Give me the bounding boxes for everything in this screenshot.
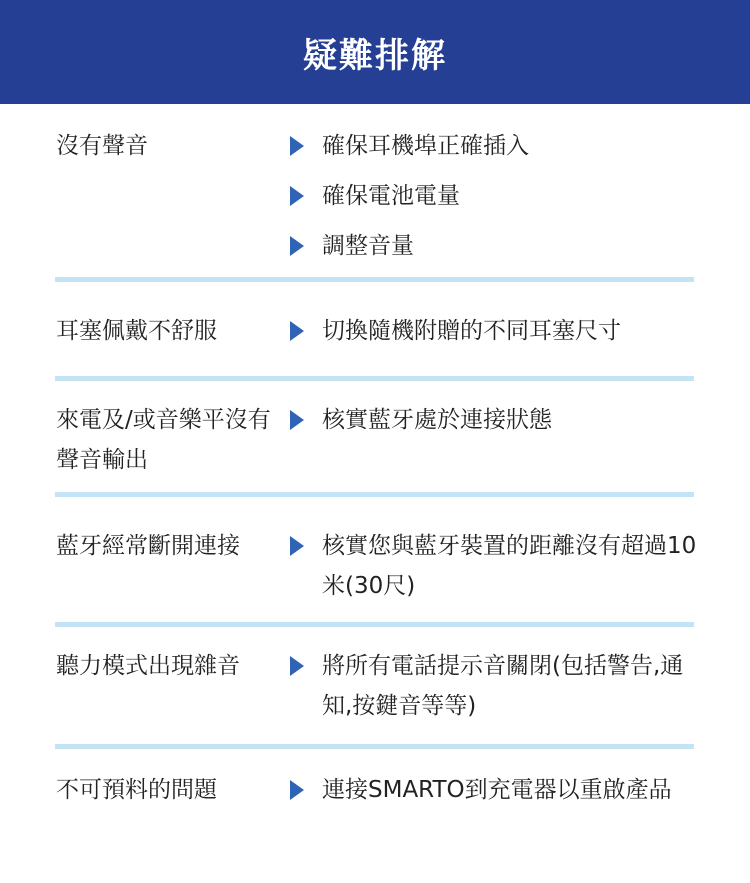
triangle-bullet-icon bbox=[290, 136, 304, 156]
solution-item bbox=[290, 126, 710, 166]
problem-label: 藍牙經常斷開連接 bbox=[56, 533, 240, 559]
problem-label: 來電及/或音樂平沒有聲音輸出 bbox=[56, 407, 271, 473]
solution-text: 確保耳機埠正確插入 bbox=[322, 133, 529, 159]
solution-list bbox=[290, 526, 710, 616]
solution-list bbox=[290, 400, 710, 450]
row-divider bbox=[55, 622, 694, 627]
triangle-bullet-icon bbox=[290, 410, 304, 430]
solution-text: 調整音量 bbox=[322, 233, 414, 259]
triangle-bullet-icon bbox=[290, 780, 304, 800]
solution-list bbox=[290, 770, 710, 820]
row-divider bbox=[55, 277, 694, 282]
solution-item bbox=[290, 176, 710, 216]
header-banner bbox=[0, 0, 750, 104]
solution-text: 確保電池電量 bbox=[322, 183, 460, 209]
solution-item bbox=[290, 226, 710, 266]
solution-item bbox=[290, 646, 710, 726]
solution-text: 核實藍牙處於連接狀態 bbox=[322, 407, 552, 433]
row-divider bbox=[55, 492, 694, 497]
solution-list bbox=[290, 126, 710, 276]
triangle-bullet-icon bbox=[290, 656, 304, 676]
page-title: 疑難排解 bbox=[303, 35, 447, 76]
triangle-bullet-icon bbox=[290, 536, 304, 556]
solution-list bbox=[290, 311, 710, 361]
row-divider bbox=[55, 376, 694, 381]
solution-text: 核實您與藍牙裝置的距離沒有超過10米(30尺) bbox=[322, 533, 697, 599]
problem-label: 耳塞佩戴不舒服 bbox=[56, 318, 217, 344]
solution-item bbox=[290, 400, 710, 440]
solution-text: 切換隨機附贈的不同耳塞尺寸 bbox=[322, 318, 621, 344]
triangle-bullet-icon bbox=[290, 321, 304, 341]
problem-label: 沒有聲音 bbox=[56, 133, 148, 159]
row-divider bbox=[55, 744, 694, 749]
solution-item bbox=[290, 770, 710, 810]
triangle-bullet-icon bbox=[290, 186, 304, 206]
solution-list bbox=[290, 646, 710, 736]
problem-label: 不可預料的問題 bbox=[56, 777, 217, 803]
triangle-bullet-icon bbox=[290, 236, 304, 256]
problem-label: 聽力模式出現雜音 bbox=[56, 653, 240, 679]
solution-text: 連接SMARTO到充電器以重啟產品 bbox=[322, 777, 672, 803]
solution-item bbox=[290, 311, 710, 351]
solution-text: 將所有電話提示音關閉(包括警告,通知,按鍵音等等) bbox=[322, 653, 684, 719]
solution-item bbox=[290, 526, 710, 606]
